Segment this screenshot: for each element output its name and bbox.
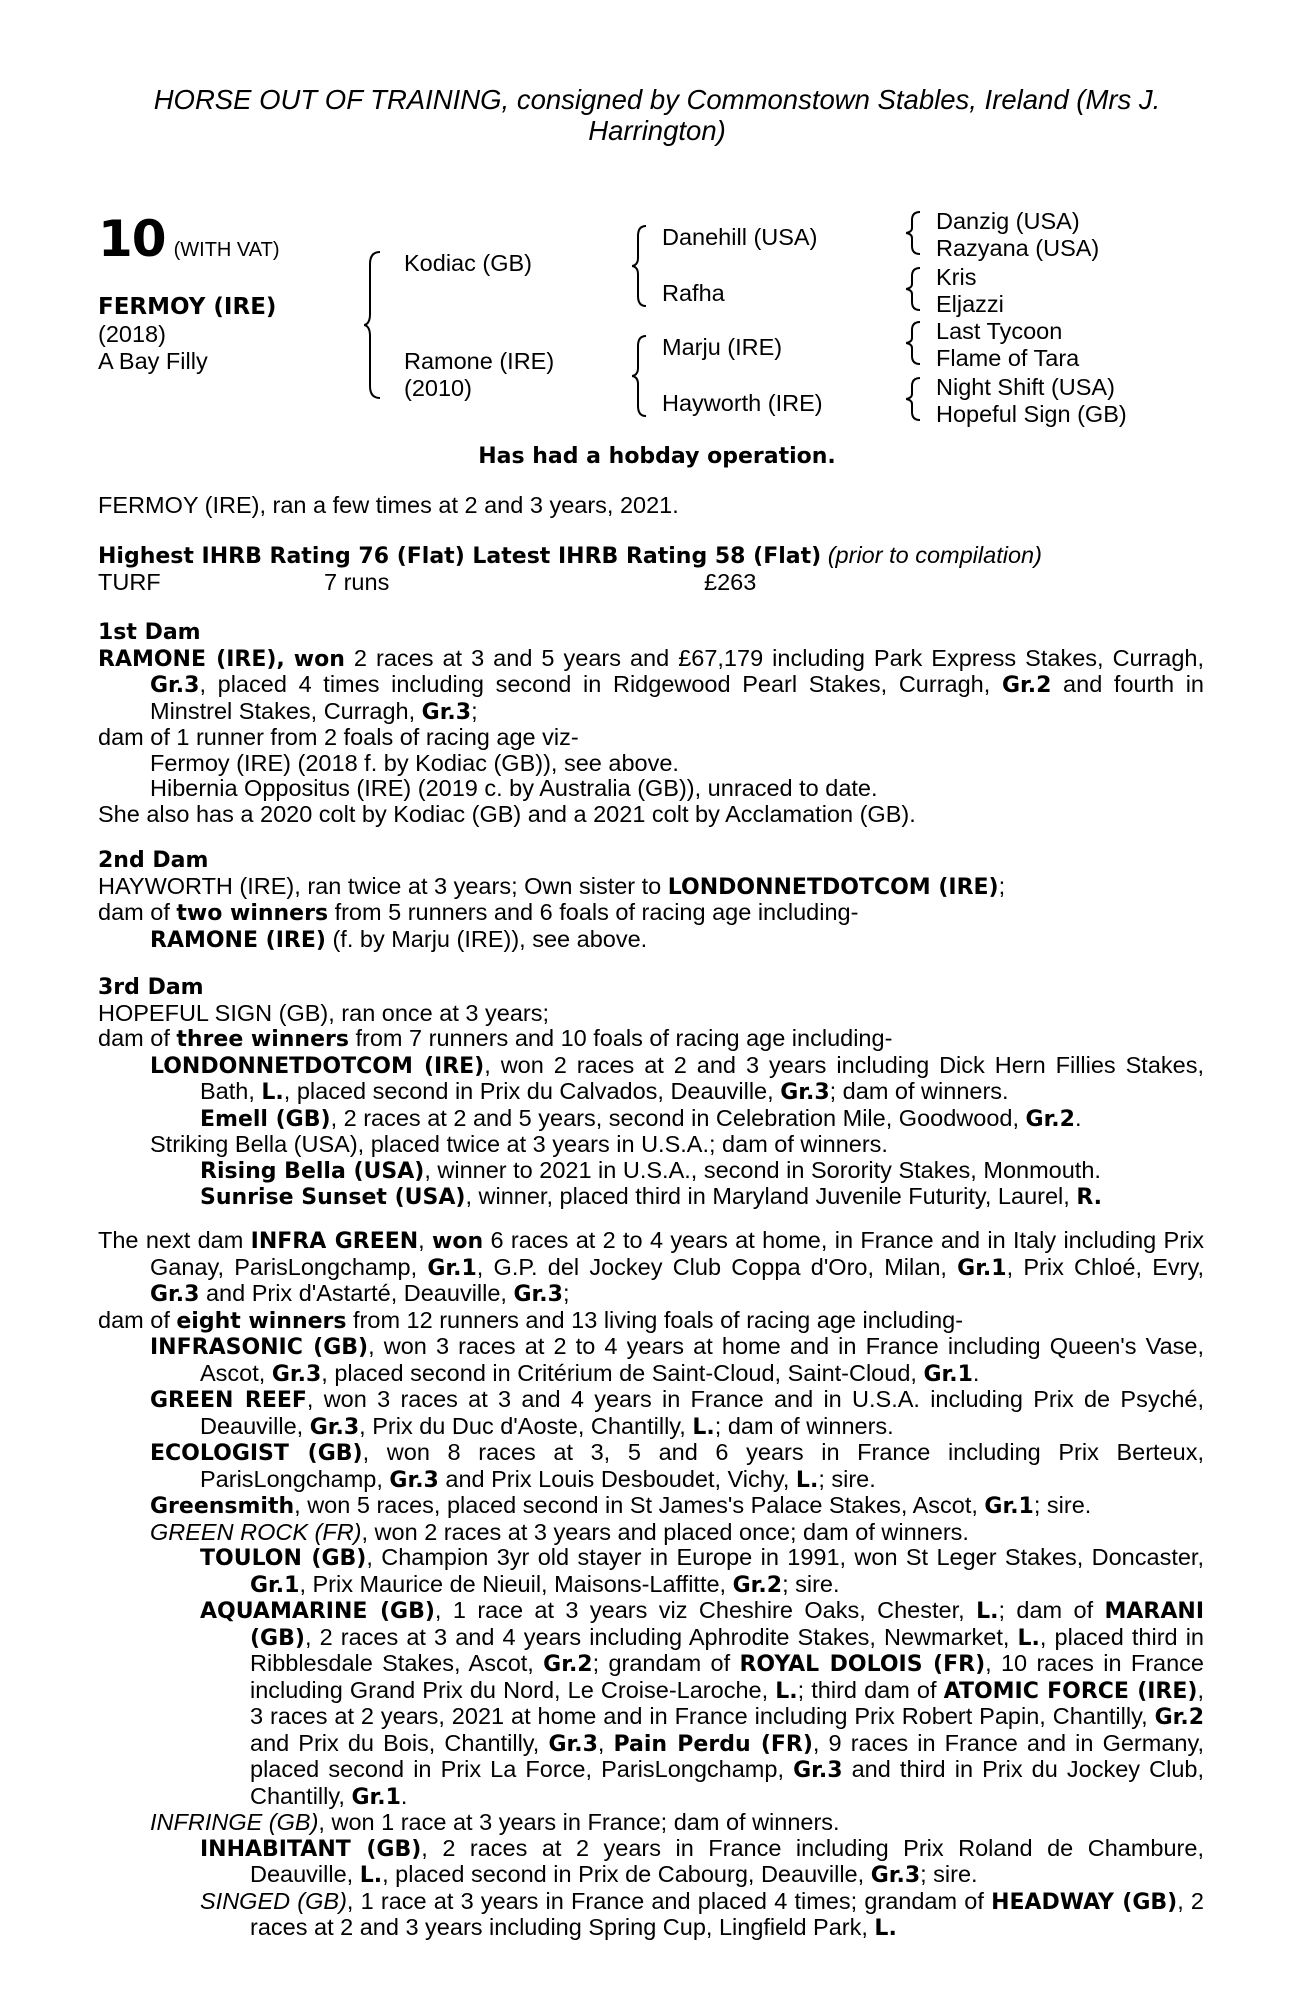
next-dam-produce: dam of eight winners from 12 runners and 13 living foals of racing age including- bbox=[98, 1306, 964, 1334]
produce-singed: SINGED (GB), 1 race at 3 years in France and placed 4 times; grandam of HEADWAY (GB), 2 races at 2 and 3 years including Spring Cup, Lingfield Park, L. bbox=[200, 1887, 1204, 1941]
second-dam-header: 2nd Dam bbox=[98, 848, 209, 873]
rating-runs: 7 runs bbox=[324, 568, 390, 595]
produce-infringe: INFRINGE (GB), won 1 race at 3 years in France; dam of winners. bbox=[150, 1809, 840, 1835]
first-dam-section bbox=[98, 620, 1204, 827]
summary-text: FERMOY (IRE), ran a few times at 2 and 3 years, 2021. bbox=[98, 492, 679, 518]
produce-inhabitant: INHABITANT (GB), 2 races at 2 years in France including Prix Roland de Chambure, Deauville, L., placed second in Prix de Cabourg, Deauville, Gr.3; sire. bbox=[200, 1834, 1204, 1888]
produce-infrasonic: INFRASONIC (GB), won 3 races at 2 to 4 years at home and in France including Queen's Vase, Ascot, Gr.3, placed second in Critérium de Saint-Cloud, Saint-Cloud, Gr.1. bbox=[150, 1333, 1204, 1387]
rating-earnings: £263 bbox=[704, 568, 757, 595]
lot-number: 10 bbox=[98, 210, 166, 268]
second-dam-section bbox=[98, 848, 1204, 953]
produce-emell: Emell (GB), 2 races at 2 and 5 years, second in Celebration Mile, Goodwood, Gr.2. bbox=[200, 1104, 1082, 1132]
third-dam-produce: dam of three winners from 7 runners and 10 foals of racing age including- bbox=[98, 1025, 893, 1052]
produce-sunrise-sunset: Sunrise Sunset (USA), winner, placed third in Maryland Juvenile Futurity, Laurel, R. bbox=[200, 1183, 1103, 1210]
produce-green-reef: GREEN REEF, won 3 races at 3 and 4 years in France and in U.S.A. including Prix de Psyché, Deauville, Gr.3, Prix du Duc d'Aoste, Chantilly, L.; dam of winners. bbox=[150, 1386, 1204, 1440]
produce-fermoy: Fermoy (IRE) (2018 f. by Kodiac (GB)), see above. bbox=[150, 749, 679, 776]
first-dam-also: She also has a 2020 colt by Kodiac (GB) and a 2021 colt by Acclamation (GB). bbox=[98, 800, 916, 827]
pedigree-sss: Danzig (USA) bbox=[936, 208, 1080, 234]
produce-aquamarine: AQUAMARINE (GB), 1 race at 3 years viz Cheshire Oaks, Chester, L.; dam of MARANI (GB), 2 races at 3 and 4 years including Aphrodite Stakes, Newmarket, L., placed third in Ribblesdale Stakes, Ascot, Gr.2; grandam of ROYAL DOLOIS (FR), 10 races in France including Grand Prix du Nord, Le Croise-Laroche, L.; third dam of ATOMIC FORCE (IRE), 3 races at 2 years, 2021 at home and in France including Prix Robert Papin, Chantilly, Gr.2 and Prix du Bois, Chantilly, Gr.3, Pain Perdu (FR), 9 races in France and in Germany, placed second in Prix La Force, ParisLongchamp, Gr.3 and third in Prix du Jockey Club, Chantilly, Gr.1. bbox=[200, 1597, 1204, 1810]
next-dam-section bbox=[98, 1228, 1204, 1942]
hobday-note: Has had a hobday operation. bbox=[478, 444, 836, 469]
produce-green-rock: GREEN ROCK (FR), won 2 races at 3 years and placed once; dam of winners. bbox=[150, 1518, 969, 1545]
horse-info bbox=[98, 294, 276, 375]
pedigree-sire: Kodiac (GB) bbox=[404, 250, 532, 276]
third-dam-record: HOPEFUL SIGN (GB), ran once at 3 years; bbox=[98, 999, 549, 1026]
produce-londonnetdotcom: LONDONNETDOTCOM (IRE), won 2 races at 2 and 3 years including Dick Hern Fillies Stakes, Bath, L., placed second in Prix du Calvados, Deauville, Gr.3; dam of winners. bbox=[150, 1051, 1204, 1105]
horse-name: FERMOY (IRE) bbox=[98, 294, 277, 320]
rating-suffix: (prior to compilation) bbox=[827, 542, 1042, 568]
pedigree-sire-dam: Rafha bbox=[662, 280, 725, 306]
pedigree-ddd: Hopeful Sign (GB) bbox=[936, 401, 1127, 427]
page-title: HORSE OUT OF TRAINING, consigned by Commonstown Stables, Ireland (Mrs J. Harrington) bbox=[153, 84, 1161, 146]
third-dam-section bbox=[98, 975, 1204, 1211]
rating-text: Highest IHRB Rating 76 (Flat) Latest IHRB Rating 58 (Flat) bbox=[98, 544, 822, 569]
pedigree-dam-sire: Marju (IRE) bbox=[662, 334, 783, 360]
pedigree-dam-dam: Hayworth (IRE) bbox=[662, 390, 823, 416]
second-dam-record: HAYWORTH (IRE), ran twice at 3 years; Own sister to LONDONNETDOTCOM (IRE); bbox=[98, 872, 1006, 900]
produce-ecologist: ECOLOGIST (GB), won 8 races at 3, 5 and 6 years in France including Prix Berteux, ParisLongchamp, Gr.3 and Prix Louis Desboudet, Vichy, L.; sire. bbox=[150, 1439, 1204, 1493]
pedigree-dds: Night Shift (USA) bbox=[936, 374, 1115, 400]
pedigree-ssd: Razyana (USA) bbox=[936, 235, 1100, 261]
second-dam-ramone: RAMONE (IRE) (f. by Marju (IRE)), see above. bbox=[150, 925, 648, 953]
horse-year: (2018) bbox=[98, 321, 166, 347]
pedigree-brace-ss bbox=[906, 210, 922, 256]
second-dam-produce: dam of two winners from 5 runners and 6 foals of racing age including- bbox=[98, 899, 859, 926]
third-dam-header: 3rd Dam bbox=[98, 975, 204, 1000]
next-dam-record: The next dam INFRA GREEN, won 6 races at 2 to 4 years at home, in France and in Italy including Prix Ganay, ParisLongchamp, Gr.1, G.P. del Jockey Club Coppa d'Oro, Milan, Gr.1, Prix Chloé, Evry, Gr.3 and Prix d'Astarté, Deauville, Gr.3; bbox=[98, 1227, 1205, 1307]
pedigree-sdd: Eljazzi bbox=[936, 291, 1004, 317]
pedigree-brace-dd bbox=[906, 376, 922, 422]
produce-hibernia: Hibernia Oppositus (IRE) (2019 c. by Australia (GB)), unraced to date. bbox=[150, 775, 878, 801]
first-dam-record: RAMONE (IRE), won 2 races at 3 and 5 years and £67,179 including Park Express Stakes, Curragh, Gr.3, placed 4 times including second in Ridgewood Pearl Stakes, Curragh, Gr.2 and fourth in Minstrel Stakes, Curragh, Gr.3; bbox=[98, 644, 1204, 725]
pedigree-brace-sire bbox=[632, 224, 648, 308]
race-summary bbox=[98, 493, 1204, 519]
produce-greensmith: Greensmith, won 5 races, placed second in St James's Palace Stakes, Ascot, Gr.1; sire. bbox=[150, 1492, 1092, 1519]
horse-description: A Bay Filly bbox=[98, 348, 208, 374]
vat-label: (WITH VAT) bbox=[173, 239, 280, 261]
first-dam-header: 1st Dam bbox=[98, 620, 201, 645]
pedigree-sire-sire: Danehill (USA) bbox=[662, 224, 818, 250]
produce-toulon: TOULON (GB), Champion 3yr old stayer in Europe in 1991, won St Leger Stakes, Doncaster, Gr.1, Prix Maurice de Nieuil, Maisons-Laffitte, Gr.2; sire. bbox=[200, 1544, 1204, 1598]
produce-striking-bella: Striking Bella (USA), placed twice at 3 years in U.S.A.; dam of winners. bbox=[150, 1131, 888, 1157]
produce-rising-bella: Rising Bella (USA), winner to 2021 in U.S.A., second in Sorority Stakes, Monmouth. bbox=[200, 1156, 1101, 1184]
pedigree-dsd: Flame of Tara bbox=[936, 345, 1080, 371]
pedigree-dam-year: (2010) bbox=[404, 375, 472, 401]
pedigree-brace-ds bbox=[906, 320, 922, 366]
lot-header bbox=[98, 210, 280, 268]
first-dam-produce: dam of 1 runner from 2 foals of racing age viz- bbox=[98, 724, 579, 750]
pedigree-brace-gen1 bbox=[364, 250, 382, 400]
pedigree-dss: Last Tycoon bbox=[936, 318, 1063, 344]
pedigree-dam: Ramone (IRE) bbox=[404, 348, 555, 374]
rating-block bbox=[98, 543, 1204, 595]
pedigree-brace-sd bbox=[906, 266, 922, 312]
pedigree-sds: Kris bbox=[936, 264, 977, 290]
rating-surface: TURF bbox=[98, 568, 161, 595]
pedigree-brace-dam bbox=[632, 334, 648, 418]
